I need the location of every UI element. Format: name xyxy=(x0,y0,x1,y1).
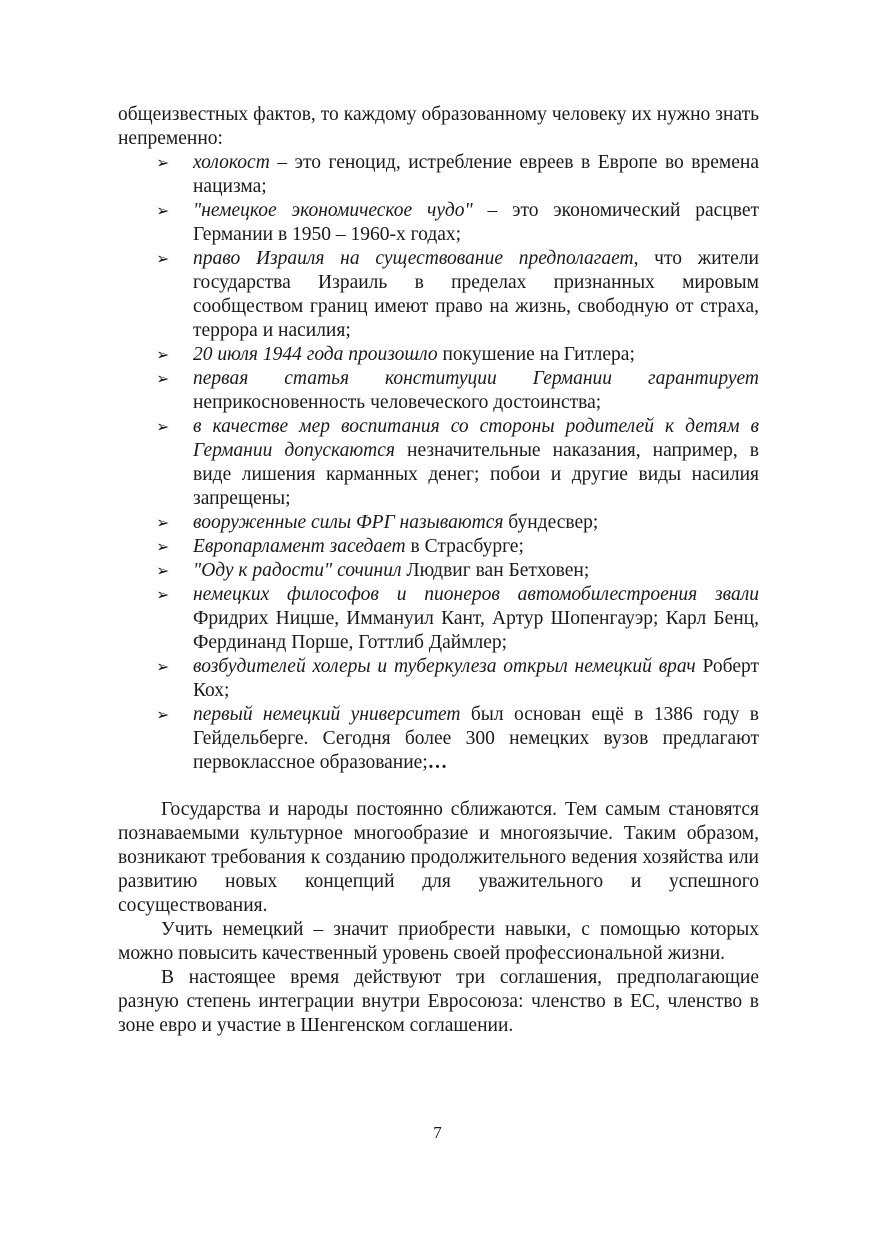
fact-text: – это геноцид, истребление евреев в Европе во времена нацизма; xyxy=(193,152,759,197)
list-item xyxy=(118,535,759,559)
fact-emphasis: вооруженные силы ФРГ называются xyxy=(193,512,504,533)
arrow-bullet-icon: ➢ xyxy=(156,369,170,388)
list-item xyxy=(118,583,759,655)
arrow-bullet-icon: ➢ xyxy=(156,705,170,724)
arrow-bullet-icon: ➢ xyxy=(156,249,170,268)
fact-emphasis: немецких философов и пионеров автомобилестроения звали xyxy=(193,584,759,605)
paragraph-states: Государства и народы постоянно сближаются. Тем самым становятся познаваемыми культурное многообразие и многоязычие. Таким образом, возникают требования к созданию продолжительного ведения хозяйства или развитию новых концепций для уважительного и успешного сосуществования. xyxy=(118,799,759,916)
list-item xyxy=(118,343,759,367)
arrow-bullet-icon: ➢ xyxy=(156,345,170,364)
fact-emphasis: первый немецкий университет xyxy=(193,704,461,725)
intro-paragraph: общеизвестных фактов, то каждому образованному человеку их нужно знать непременно: xyxy=(118,104,759,149)
fact-emphasis: возбудителей холеры и туберкулеза открыл немецкий врач xyxy=(193,656,696,677)
arrow-bullet-icon: ➢ xyxy=(156,585,170,604)
list-item xyxy=(118,559,759,583)
fact-text: в Страсбурге; xyxy=(405,536,524,557)
list-item xyxy=(118,415,759,511)
body-text xyxy=(118,103,759,1038)
fact-emphasis: в качестве мер воспитания со стороны родителей к детям в Германии допускаются xyxy=(193,416,759,461)
arrow-bullet-icon: ➢ xyxy=(156,537,170,556)
fact-text: неприкосновенность человеческого достоинства; xyxy=(193,392,602,413)
list-item xyxy=(118,247,759,343)
fact-emphasis: Европарламент заседает xyxy=(193,536,406,557)
fact-text: покушение на Гитлера; xyxy=(437,344,635,365)
arrow-bullet-icon: ➢ xyxy=(156,201,170,220)
fact-emphasis: "Оду к радости" сочинил xyxy=(193,560,402,581)
arrow-bullet-icon: ➢ xyxy=(156,153,170,172)
fact-text: незначительные наказания, например, в виде лишения карманных денег; побои и другие виды насилия запрещены; xyxy=(193,440,759,509)
arrow-bullet-icon: ➢ xyxy=(156,513,170,532)
fact-text: , что жители государства Израиль в пределах признанных мировым сообществом границ имеют право на жизнь, свободную от страха, террора и насилия; xyxy=(193,248,759,341)
paragraph-gap xyxy=(118,775,759,798)
list-item xyxy=(118,199,759,247)
paragraph-agreements: В настоящее время действуют три соглашения, предполагающие разную степень интеграции внутри Евросоюза: членство в ЕС, членство в зоне евро и участие в Шенгенском соглашении. xyxy=(118,967,759,1036)
fact-emphasis: право Израиля на существование предполагает xyxy=(193,248,634,269)
arrow-bullet-icon: ➢ xyxy=(156,657,170,676)
arrow-bullet-icon: ➢ xyxy=(156,561,170,580)
fact-text: Фридрих Ницше, Иммануил Кант, Артур Шопенгауэр; Карл Бенц, Фердинанд Порше, Готтлиб Даймлер; xyxy=(193,608,759,653)
arrow-bullet-icon: ➢ xyxy=(156,417,170,436)
fact-emphasis: 20 июля 1944 года произошло xyxy=(193,344,438,365)
list-item xyxy=(118,655,759,703)
fact-text: бундесвер; xyxy=(503,512,599,533)
fact-emphasis: холокост xyxy=(193,152,270,173)
fact-text: Людвиг ван Бетховен; xyxy=(401,560,590,581)
fact-emphasis: "немецкое экономическое чудо" xyxy=(193,200,473,221)
list-item xyxy=(118,151,759,199)
list-item xyxy=(118,511,759,535)
fact-text: Роберт Кох; xyxy=(193,656,759,701)
list-item xyxy=(118,703,759,775)
fact-emphasis: первая статья конституции Германии гарантирует xyxy=(193,368,759,389)
list-item xyxy=(118,367,759,415)
page-number: 7 xyxy=(433,1123,442,1142)
fact-text: – это экономический расцвет Германии в 1950 – 1960-х годах; xyxy=(193,200,759,245)
ellipsis: … xyxy=(427,752,448,773)
fact-text: был основан ещё в 1386 году в Гейдельберге. Сегодня более 300 немецких вузов предлагают первоклассное образование; xyxy=(193,704,760,773)
facts-list xyxy=(118,151,759,775)
paragraph-learn-german: Учить немецкий – значит приобрести навыки, с помощью которых можно повысить качественный уровень своей профессиональной жизни. xyxy=(118,919,759,964)
